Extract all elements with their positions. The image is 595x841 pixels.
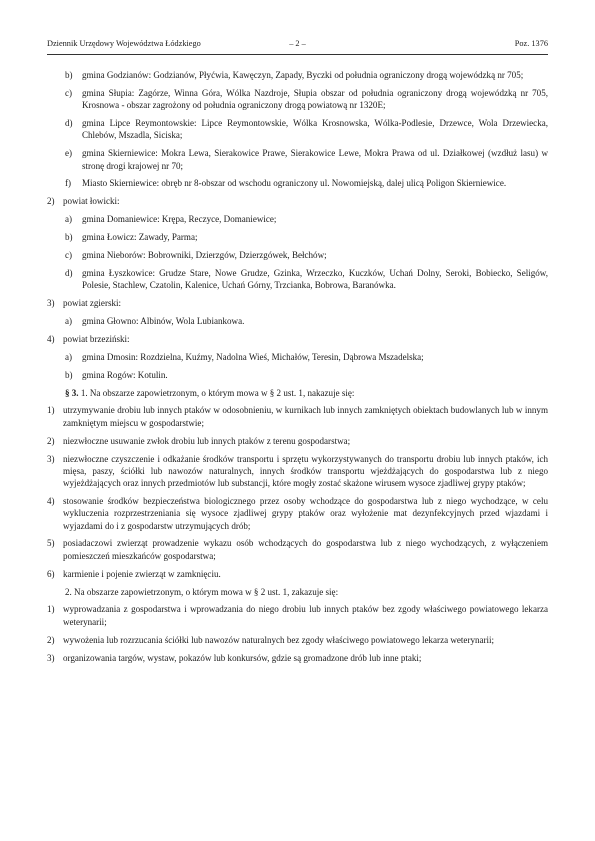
section-paragraph bbox=[47, 387, 548, 399]
section-number: § 3. bbox=[65, 387, 79, 398]
item-label: 1) bbox=[47, 604, 55, 615]
header-divider bbox=[47, 54, 548, 55]
list-item bbox=[47, 117, 548, 142]
item-text: gmina Dmosin: Rozdzielna, Kuźmy, Nadolna Wieś, Michałów, Teresin, Dąbrowa Mszadelska; bbox=[82, 351, 424, 362]
item-label: d) bbox=[65, 118, 73, 129]
item-label: f) bbox=[65, 178, 72, 189]
item-text: stosowanie środków bezpieczeństwa biologicznego przez osoby wchodzące do gospodarstwa lub z niego wychodzące, w celu wykluczenia rozprzestrzeniania się wysoce zjadliwej grypy ptaków oraz wyłożenie mat dezynfekcyjnych przed wjazdami i wyjazdami do i z gospodarstw utrzymujących drób; bbox=[63, 496, 548, 531]
journal-title: Dziennik Urzędowy Województwa Łódzkiego bbox=[47, 39, 201, 48]
item-label: a) bbox=[65, 351, 73, 362]
list-item bbox=[47, 568, 548, 580]
item-text: wyprowadzania z gospodarstwa i wprowadzania do niego drobiu lub innych ptaków bez zgody właściwego powiatowego lekarza weterynarii; bbox=[63, 604, 548, 627]
item-text: gmina Głowno: Albinów, Wola Lubiankowa. bbox=[82, 315, 245, 326]
position-number: Poz. 1376 bbox=[514, 39, 548, 48]
item-label: 6) bbox=[47, 568, 55, 579]
list-item bbox=[47, 453, 548, 490]
item-text: powiat łowicki: bbox=[63, 196, 120, 207]
item-label: e) bbox=[65, 148, 73, 159]
item-label: a) bbox=[65, 315, 73, 326]
list-item bbox=[47, 213, 548, 225]
item-label: b) bbox=[65, 70, 73, 80]
district-heading bbox=[47, 195, 548, 207]
item-text: niezwłoczne czyszczenie i odkażanie środków transportu i sprzętu wykorzystywanych do transportu drobiu lub innych ptaków, ich mięsa, paszy, ściółki lub nawozów naturalnych, innych środków transportu wjeżdżających do gospodarstwa lub z niego wyjeżdżających oraz innych przedmiotów lub substancji, które mogły zostać skażone wirusem wysoce zjadliwej grypy ptaków; bbox=[63, 453, 548, 489]
list-item bbox=[47, 537, 548, 562]
section-paragraph: 2. Na obszarze zapowietrzonym, o którym mowa w § 2 ust. 1, zakazuje się: bbox=[65, 586, 339, 597]
item-text: Miasto Skierniewice: obręb nr 8-obszar od wschodu ograniczony ul. Nowomiejską, dalej ulicą Poligon Skierniewice. bbox=[82, 178, 507, 189]
item-label: 2) bbox=[47, 196, 55, 207]
item-label: 3) bbox=[47, 652, 55, 663]
list-item bbox=[47, 315, 548, 327]
item-text: gmina Słupia: Zagórze, Winna Góra, Wólka Nazdroje, Słupia obszar od południa ograniczony drogą wojewódzką nr 705, Krosnowa - obszar zagrożony od południa ograniczony drogą powiatową nr 1320E; bbox=[82, 87, 548, 111]
item-label: a) bbox=[65, 214, 73, 225]
page-header bbox=[47, 37, 548, 51]
item-text: utrzymywanie drobiu lub innych ptaków w odosobnieniu, w kurnikach lub innych zamkniętych obiektach budowlanych lub w innym zamkniętym miejscu w gospodarstwie; bbox=[63, 405, 548, 428]
item-label: d) bbox=[65, 267, 73, 278]
item-text: gmina Godzianów: Godzianów, Płyćwia, Kawęczyn, Zapady, Byczki od południa ograniczony drogą wojewódzką nr 705; bbox=[82, 70, 524, 80]
list-item bbox=[47, 351, 548, 363]
item-label: b) bbox=[65, 232, 73, 243]
list-item bbox=[47, 147, 548, 172]
list-item bbox=[47, 177, 548, 189]
district-heading bbox=[47, 333, 548, 345]
item-label: 4) bbox=[47, 496, 55, 506]
item-text: gmina Nieborów: Bobrowniki, Dzierzgów, Dzierzgówek, Bełchów; bbox=[82, 250, 327, 261]
item-text: gmina Łowicz: Zawady, Parma; bbox=[82, 232, 198, 243]
item-text: organizowania targów, wystaw, pokazów lub konkursów, gdzie są gromadzone drób lub inne ptaki; bbox=[63, 652, 422, 663]
document-body bbox=[47, 69, 548, 664]
item-text: posiadaczowi zwierząt prowadzenie wykazu osób wchodzących do gospodarstwa lub z niego wychodzących, z wyłączeniem pomieszczeń mieszkańców gospodarstwa; bbox=[63, 538, 548, 561]
item-text: niezwłoczne usuwanie zwłok drobiu lub innych ptaków z terenu gospodarstwa; bbox=[63, 435, 351, 446]
item-text: gmina Domaniewice: Krępa, Reczyce, Domaniewice; bbox=[82, 214, 277, 225]
list-item bbox=[47, 404, 548, 429]
item-text: gmina Skierniewice: Mokra Lewa, Sierakowice Prawe, Sierakowice Lewe, Mokra Prawa od ul. Działkowej (wzdłuż lasu) w stronę drogi krajowej nr 70; bbox=[82, 148, 548, 171]
item-text: gmina Lipce Reymontowskie: Lipce Reymontowskie, Wólka Krosnowska, Wólka-Podlesie, Drzewce, Wola Drzewiecka, Chlebów, Mszadla, Siciska; bbox=[82, 118, 548, 141]
list-item bbox=[47, 603, 548, 628]
item-label: 3) bbox=[47, 298, 55, 309]
item-text: powiat brzeziński: bbox=[63, 333, 130, 344]
item-label: 1) bbox=[47, 405, 55, 416]
list-item bbox=[47, 435, 548, 447]
item-label: c) bbox=[65, 87, 73, 98]
item-text: karmienie i pojenie zwierząt w zamknięciu. bbox=[63, 568, 221, 579]
item-text: wywożenia lub rozrzucania ściółki lub nawozów naturalnych bez zgody właściwego powiatowego lekarza weterynarii; bbox=[63, 634, 495, 645]
item-text: powiat zgierski: bbox=[63, 298, 122, 309]
list-item bbox=[47, 87, 548, 112]
list-item bbox=[47, 69, 548, 81]
item-label: 5) bbox=[47, 538, 55, 549]
list-item bbox=[47, 495, 548, 532]
list-item bbox=[47, 652, 548, 664]
item-label: c) bbox=[65, 250, 73, 261]
item-label: 2) bbox=[47, 435, 55, 446]
section-text: 1. Na obszarze zapowietrzonym, o którym mowa w § 2 ust. 1, nakazuje się: bbox=[80, 387, 355, 398]
district-heading bbox=[47, 297, 548, 309]
list-item bbox=[47, 267, 548, 292]
list-item bbox=[47, 369, 548, 381]
item-text: gmina Łyszkowice: Grudze Stare, Nowe Grudze, Gzinka, Wrzeczko, Kuczków, Uchań Dolny, Seroki, Bobiecko, Seligów, Polesie, Stachlew, Czatolin, Kalenice, Uchań Górny, Trzcianka, Bobrowa, Baranówka. bbox=[82, 267, 548, 291]
item-label: 3) bbox=[47, 453, 55, 464]
list-item bbox=[47, 231, 548, 243]
item-label: 4) bbox=[47, 333, 55, 344]
list-item bbox=[47, 634, 548, 646]
page-number: – 2 – bbox=[289, 39, 306, 48]
item-label: 2) bbox=[47, 634, 55, 645]
item-text: gmina Rogów: Kotulin. bbox=[82, 369, 168, 380]
item-label: b) bbox=[65, 369, 73, 380]
list-item bbox=[47, 249, 548, 261]
